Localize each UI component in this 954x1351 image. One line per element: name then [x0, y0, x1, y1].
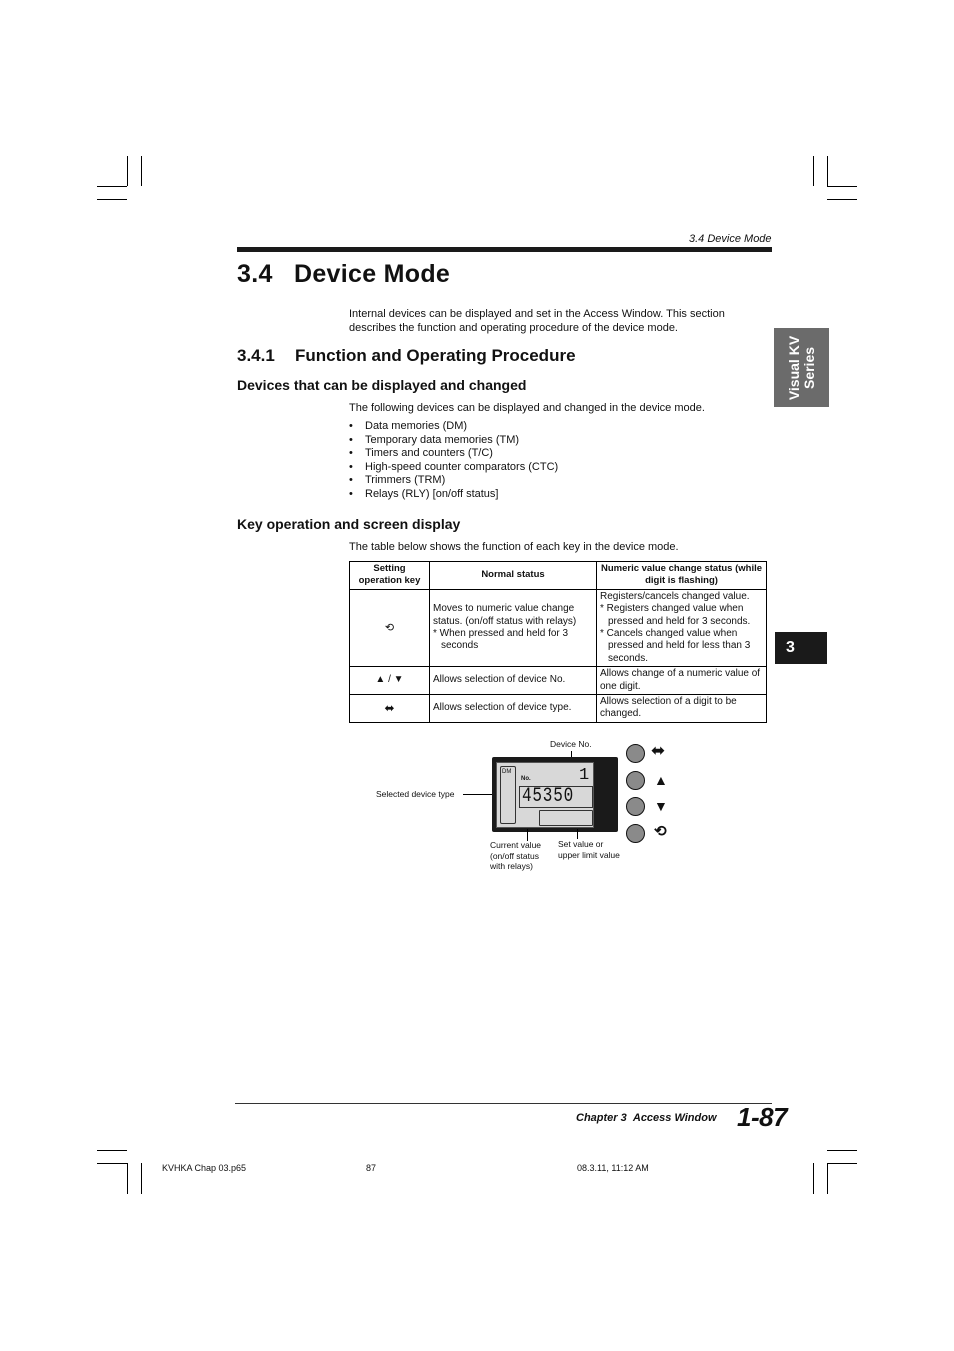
crop-mark [127, 156, 128, 186]
up-arrow-icon: ▲ [654, 772, 668, 788]
list-item: • Relays (RLY) [on/off status] [349, 488, 649, 502]
cell-text: Moves to numeric value change status. (on/off status with relays) [433, 603, 577, 627]
list-item: • High-speed counter comparators (CTC) [349, 461, 649, 475]
crop-mark [97, 186, 127, 187]
list-item: • Temporary data memories (TM) [349, 434, 649, 448]
devices-heading: Devices that can be displayed and changed [237, 377, 527, 393]
crop-mark [813, 1163, 814, 1194]
crop-mark [813, 156, 814, 186]
intro-paragraph: Internal devices can be displayed and set in the Access Window. This section describes the function and operating procedure of the device mode. [349, 308, 725, 334]
slug-file: KVHKA Chap 03.p65 [162, 1163, 247, 1173]
chapter-tab [775, 632, 827, 664]
up-down-key-icon: ▲ / ▼ [350, 667, 430, 695]
crop-mark [827, 1163, 828, 1194]
lcd-value: 45350 [522, 785, 575, 808]
series-tab-text [787, 335, 817, 399]
table-header: Numeric value change status (while digit is flashing) [597, 562, 767, 590]
table-header: Normal status [430, 562, 597, 590]
lcd-body [492, 757, 618, 832]
tab-line: Visual KV [785, 335, 802, 400]
slug-page: 87 [366, 1163, 377, 1173]
list-item: • Data memories (DM) [349, 420, 649, 434]
page-number: 1-87 [737, 1102, 788, 1132]
footer-chapter [576, 1112, 717, 1124]
crop-mark [827, 156, 828, 186]
crop-mark [97, 199, 127, 200]
cell-note: pressed and held for less than 3 [608, 640, 751, 652]
selected-type-label: Selected device type [376, 789, 455, 799]
rotate-key-icon: ⟲ [350, 589, 430, 666]
lcd-device-no: 1 [579, 766, 590, 785]
crop-mark [127, 1163, 128, 1194]
down-button[interactable] [626, 797, 645, 816]
rotate-arrow-icon: ⟲ [654, 823, 667, 840]
crop-mark [141, 1163, 142, 1194]
crop-mark [141, 156, 142, 186]
label-line: Set value or [558, 839, 604, 849]
header-rule [237, 247, 772, 252]
table-cell [597, 589, 767, 666]
key-function-table [349, 561, 767, 723]
table-cell: Allows selection of a digit to be changed. [597, 695, 767, 723]
device-no-label: Device No. [550, 739, 592, 749]
list-item: • Trimmers (TRM) [349, 474, 649, 488]
rotate-button[interactable] [626, 824, 645, 843]
table-header: Setting operation key [350, 562, 430, 590]
section-title-text: Device Mode [294, 260, 451, 288]
lcd-screen [496, 762, 594, 828]
devices-text: The following devices can be displayed and changed in the device mode. [349, 402, 705, 414]
table-cell: Allows selection of device type. [430, 695, 597, 723]
table-row [350, 589, 767, 666]
table-cell: Allows selection of device No. [430, 667, 597, 695]
cell-text: Registers/cancels changed value. [600, 590, 750, 602]
cell-note: pressed and held for 3 seconds. [608, 615, 751, 627]
section-number: 3.4 [237, 260, 273, 288]
table-row [350, 667, 767, 695]
table-cell [430, 589, 597, 666]
footer-rule [235, 1103, 772, 1104]
lcd-type-box [500, 766, 516, 824]
lcd-type-text: DM [502, 769, 512, 775]
left-right-button[interactable] [626, 744, 645, 763]
crop-mark [827, 1163, 857, 1164]
label-line: upper limit value [558, 849, 620, 860]
up-button[interactable] [626, 771, 645, 790]
subsection-title [237, 346, 576, 366]
set-value-label [558, 839, 620, 860]
access-window-figure [370, 735, 680, 880]
chapter-tab-number: 3 [786, 639, 795, 656]
keyop-text: The table below shows the function of each key in the device mode. [349, 541, 679, 553]
cell-note: seconds [441, 640, 479, 652]
down-arrow-icon: ▼ [654, 798, 668, 814]
leader-line [577, 829, 578, 839]
crop-mark [827, 1150, 857, 1151]
cell-note: * When pressed and held for 3 [433, 628, 569, 640]
footer-chapter-title: Access Window [632, 1112, 717, 1124]
lcd-value-box [519, 786, 593, 808]
tab-line: Series [800, 346, 817, 389]
table-row [350, 695, 767, 723]
cell-note: * Registers changed value when [600, 603, 744, 615]
label-line: (on/off status [490, 850, 539, 861]
cell-note: * Cancels changed value when [600, 628, 738, 640]
slug-date: 08.3.11, 11:12 AM [577, 1163, 649, 1173]
crop-mark [827, 186, 857, 187]
table-cell: Allows change of a numeric value of one digit. [597, 667, 767, 695]
running-header: 3.4 Device Mode [689, 233, 772, 245]
subsection-number: 3.4.1 [237, 346, 275, 365]
label-line: with relays) [490, 861, 533, 871]
devices-list [349, 420, 649, 502]
left-right-key-icon: ⬌ [350, 695, 430, 723]
current-value-label [490, 840, 541, 872]
footer-chapter-number: Chapter 3 [576, 1112, 627, 1124]
series-side-tab [774, 328, 829, 407]
lcd-set-box [539, 810, 593, 826]
crop-mark [827, 199, 857, 200]
crop-mark [97, 1163, 127, 1164]
table-header-row [350, 562, 767, 590]
keyop-heading: Key operation and screen display [237, 516, 461, 532]
crop-mark [97, 1150, 127, 1151]
list-item: • Timers and counters (T/C) [349, 447, 649, 461]
cell-note: seconds. [608, 652, 649, 664]
left-right-arrow-icon: ⬌ [651, 741, 666, 760]
subsection-title-text: Function and Operating Procedure [295, 346, 576, 365]
label-line: Current value [490, 840, 542, 850]
lcd-no-prefix: No. [521, 776, 531, 782]
section-title [237, 260, 450, 289]
